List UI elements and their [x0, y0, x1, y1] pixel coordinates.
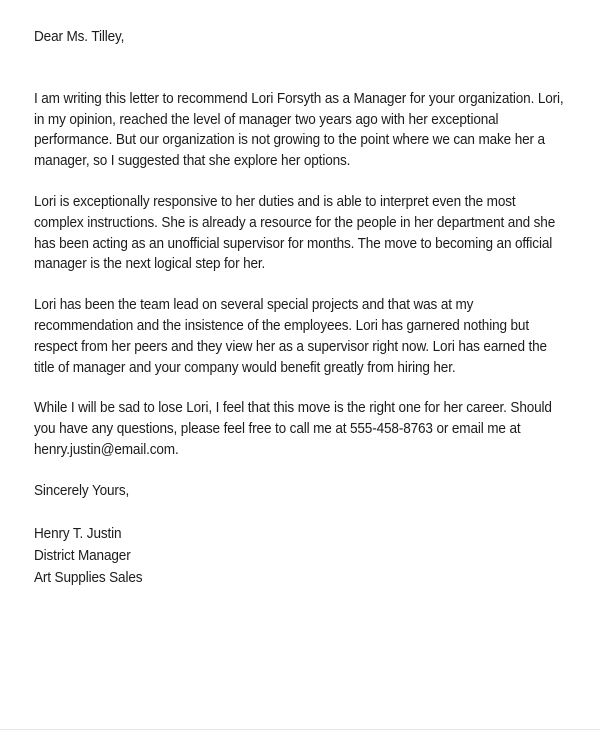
paragraph-team-lead: [34, 295, 579, 378]
paragraph-line: respect from her peers and they view her as a supervisor right now. Lori has earned the: [34, 338, 547, 355]
paragraph-line: Lori has been the team lead on several special projects and that was at my: [34, 297, 474, 314]
signature-company: Art Supplies Sales: [34, 569, 143, 586]
paragraph-contact: [34, 398, 579, 460]
salutation-text: Dear Ms. Tilley,: [34, 29, 125, 45]
paragraph-line: While I will be sad to lose Lori, I feel that this move is the right one for her career. Should: [34, 400, 552, 417]
paragraph-line: complex instructions. She is already a resource for the people in her department and she: [34, 214, 556, 231]
paragraph-recommendation: [34, 89, 579, 172]
signature-block: [34, 523, 579, 589]
paragraph-line: manager, so I suggested that she explore her options.: [34, 153, 351, 170]
paragraph-line: performance. But our organization is not growing to the point where we can make her a: [34, 132, 545, 149]
signature-title: District Manager: [34, 547, 131, 564]
paragraph-line: recommendation and the insistence of the employees. Lori has garnered nothing but: [34, 317, 529, 334]
closing: [34, 481, 579, 502]
signature-name: Henry T. Justin: [34, 525, 122, 542]
paragraph-line: Lori is exceptionally responsive to her duties and is able to interpret even the most: [34, 193, 516, 210]
closing-text: Sincerely Yours,: [34, 482, 130, 499]
paragraph-line: title of manager and your company would benefit greatly from hiring her.: [34, 359, 456, 376]
recommendation-letter: [34, 27, 579, 589]
paragraph-line: in my opinion, reached the level of manager two years ago with her exceptional: [34, 111, 499, 128]
paragraph-responsiveness: [34, 192, 579, 275]
paragraph-line: manager is the next logical step for her.: [34, 256, 266, 273]
paragraph-line: I am writing this letter to recommend Lori Forsyth as a Manager for your organization. Lori,: [34, 90, 564, 107]
salutation: [34, 27, 579, 48]
paragraph-line: henry.justin@email.com.: [34, 441, 179, 458]
paragraph-line: has been acting as an unofficial supervisor for months. The move to becoming an official: [34, 235, 553, 252]
paragraph-line: you have any questions, please feel free to call me at 555-458-8763 or email me at: [34, 421, 521, 438]
